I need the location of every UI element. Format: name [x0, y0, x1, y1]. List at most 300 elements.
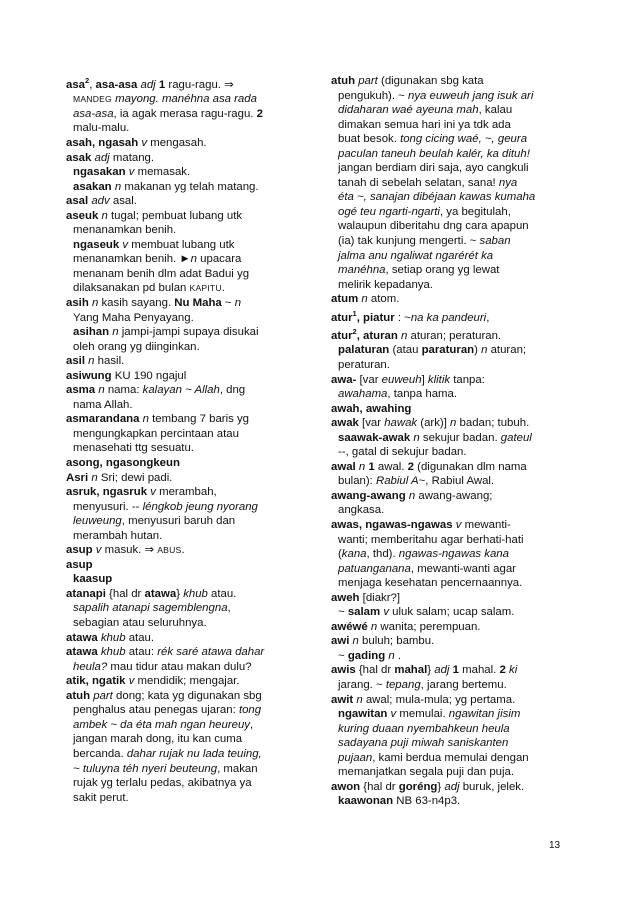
entry-line [66, 311, 298, 326]
entry-line [66, 500, 298, 515]
entry-headline [66, 296, 298, 311]
text: 2 [85, 76, 90, 85]
entry-headline [66, 74, 298, 92]
text: } [176, 587, 184, 600]
entry-line [331, 387, 563, 402]
headword: awa- [331, 373, 357, 386]
text: ~ [338, 649, 348, 662]
text: {hal dr [105, 587, 145, 600]
italic-text: n [142, 413, 149, 426]
headword: atuh [331, 75, 356, 87]
italic-text: tong cicing waé, ~, geura [400, 133, 528, 146]
headword: atum [331, 293, 359, 306]
headword: awon [331, 780, 361, 793]
italic-text: v [122, 238, 129, 251]
text: upacara [197, 253, 242, 266]
text: mahal. [458, 664, 500, 677]
headword: gading [347, 649, 386, 662]
text: aturan; [487, 344, 527, 357]
headword: awah, awahing [331, 402, 412, 415]
dictionary-entry [331, 373, 563, 402]
entry-line [66, 660, 298, 675]
text: hasil. [94, 355, 125, 368]
text: (ark)] [417, 417, 451, 430]
text: KU 190 ngajul [111, 369, 187, 382]
text: Yang Maha Penyayang. [73, 311, 194, 324]
entry-line [66, 718, 298, 733]
headword: ngasakan [73, 166, 126, 179]
text: atau. [207, 587, 237, 600]
headword: ngaseuk [73, 238, 120, 251]
italic-text: gateul [500, 431, 532, 444]
italic-text: khub [183, 587, 208, 600]
italic-text: ~ tuluyna téh nyeri beuteung [73, 762, 218, 775]
text: angkasa. [338, 504, 385, 517]
text: NB 63-n4p3. [393, 795, 461, 808]
dictionary-entry [66, 587, 298, 631]
italic-text: adj [444, 780, 460, 793]
italic-text: n [388, 649, 395, 662]
dictionary-entry [66, 354, 298, 369]
entry-line [331, 431, 563, 446]
text: , [89, 78, 96, 91]
headword: awal [331, 460, 356, 473]
text: melirik kepadanya. [338, 278, 433, 291]
headword: atur [331, 311, 353, 324]
italic-text: rék saré atawa dahar [157, 646, 265, 659]
italic-text: n [101, 209, 108, 222]
dictionary-entry [331, 489, 563, 518]
text: dimakan semua hari ini ya tdk ada [338, 118, 511, 131]
text: {hal dr [355, 664, 395, 677]
entry-line [331, 118, 563, 133]
text: ] [421, 373, 428, 386]
dictionary-entry [66, 631, 298, 646]
entry-line [331, 474, 563, 489]
italic-text: didaharan waé ayeuna mah [338, 104, 479, 117]
italic-text: n [361, 293, 368, 306]
dictionary-entry [66, 689, 298, 805]
text: awang-awang; [415, 489, 493, 502]
left-column [66, 74, 298, 805]
headword: atawa [66, 631, 98, 644]
entry-line [66, 616, 298, 631]
entry-line [331, 751, 563, 766]
headword: awéwé [331, 620, 368, 633]
text: , thd). [366, 548, 399, 561]
italic-text: heula? [73, 660, 108, 673]
italic-text: v [383, 606, 390, 619]
headword: atawa [144, 587, 177, 600]
headword: , piatur [356, 311, 395, 324]
entry-line [331, 343, 563, 358]
headword: aseuk [66, 209, 99, 222]
text: ragu-ragu. ⇒ [165, 78, 234, 91]
dictionary-entry [66, 74, 298, 136]
text: sebagian atau seluruhnya. [73, 617, 207, 630]
italic-text: sapalih atanapi sagemblengna [73, 602, 228, 615]
entry-headline [66, 558, 298, 573]
italic-text: v [150, 486, 156, 499]
text: memanjatkan segala puji dan puja. [338, 766, 515, 779]
text: , mewanti-wanti agar [410, 562, 516, 575]
text: MANDEG [73, 94, 112, 105]
italic-text: khub [100, 646, 126, 659]
headword: Asri [66, 471, 89, 484]
italic-text: v [141, 136, 148, 149]
entry-headline [331, 663, 563, 678]
entry-headline [66, 383, 298, 398]
text: asal. [109, 195, 137, 208]
entry-headline [66, 587, 298, 602]
text: menanam benih dlm adat Badui yg [73, 267, 250, 280]
headword: Nu Maha [174, 297, 222, 309]
entry-line [66, 252, 298, 267]
entry-headline [66, 689, 298, 704]
headword: awit [331, 693, 354, 706]
headword: atanapi [66, 587, 106, 600]
text: kasih sayang. [98, 297, 175, 309]
italic-text: n [114, 180, 122, 193]
entry-line [66, 398, 298, 413]
entry-line [331, 219, 563, 234]
entry-line [66, 732, 298, 747]
italic-text: n [88, 355, 95, 368]
entry-headline [331, 780, 563, 795]
text: [var [356, 373, 382, 386]
entry-line [331, 147, 563, 162]
entry-headline [66, 631, 298, 646]
italic-text: kalayan ~ Allah [142, 384, 220, 397]
italic-text: part [93, 689, 113, 702]
italic-text: sadayana puji miwah saniskanten [338, 737, 509, 750]
entry-line [331, 358, 563, 373]
entry-line [66, 238, 298, 253]
entry-line [66, 776, 298, 791]
italic-text: n [352, 635, 359, 648]
italic-text: n [190, 253, 197, 266]
text: aturan; peraturan. [407, 329, 502, 342]
entry-headline [66, 456, 298, 471]
text: , [227, 602, 231, 615]
text: , menyusuri baruh dan [121, 515, 236, 528]
headword: awas, ngawas-ngawas [331, 519, 453, 531]
text: mau tidur atau makan dulu? [107, 660, 252, 673]
dictionary-entry [331, 780, 563, 809]
italic-text: saban [479, 235, 511, 248]
text: sakit perut. [73, 791, 129, 804]
italic-text: kuring duaan nyembahkeun heula [338, 722, 510, 735]
dictionary-entry [66, 209, 298, 296]
text: menanamkan benih. ► [73, 253, 191, 266]
headword: asmarandana [66, 413, 140, 426]
headword: awi [331, 635, 350, 648]
text: jarang. ~ [338, 679, 386, 692]
italic-text: n [401, 329, 408, 342]
italic-text: n [481, 344, 488, 357]
entry-headline [331, 325, 563, 343]
text: mengasah. [147, 136, 207, 149]
italic-text: n [98, 384, 105, 397]
text: dong; kata yg digunakan sbg [112, 689, 262, 702]
italic-text: v [128, 166, 135, 179]
entry-line [66, 121, 298, 136]
entry-line [331, 605, 563, 620]
headword: asup [66, 544, 93, 557]
headword: ngawitan [338, 708, 388, 721]
headword: atawa [66, 646, 98, 659]
italic-text: pujaan [338, 751, 373, 764]
italic-text: klitik [427, 373, 451, 386]
headword: , aturan [356, 329, 398, 342]
italic-text: kana [341, 548, 367, 561]
italic-text: adv [91, 195, 110, 208]
text: Sri; dewi padi. [97, 471, 173, 484]
italic-text: part [358, 75, 378, 87]
right-column [331, 74, 563, 809]
dictionary-entry [331, 634, 563, 663]
entry-line [331, 278, 563, 293]
text: atom. [367, 293, 400, 306]
text: ~, Rabiul Awal. [418, 475, 495, 488]
headword: kaasup [73, 573, 113, 586]
entry-headline [66, 674, 298, 689]
dictionary-entry [331, 460, 563, 489]
entry-headline [66, 485, 298, 500]
entry-line [66, 441, 298, 456]
text: , jarang bertemu. [420, 679, 507, 692]
headword: 1 [368, 460, 375, 473]
entry-line [331, 176, 563, 191]
text: ( [338, 548, 342, 561]
text: nama Allah. [73, 398, 133, 411]
italic-text: n [358, 460, 366, 473]
dictionary-entry [66, 412, 298, 456]
italic-text: adj [140, 78, 156, 91]
headword: asup [66, 558, 93, 571]
entry-line [331, 678, 563, 693]
dictionary-entry [331, 307, 563, 325]
text: oleh orang yg diinginkan. [73, 340, 200, 353]
text: (ia) tak kunjung mengerti. ~ [338, 235, 480, 248]
headword: asal [66, 195, 89, 208]
text: merambah hutan. [73, 529, 163, 542]
text: , kami berdua memulai dengan [372, 751, 529, 764]
text: ~ [338, 606, 348, 619]
entry-line [66, 747, 298, 762]
entry-line [66, 281, 298, 296]
italic-text: n [413, 431, 420, 444]
text: menjaga kesehatan pencernaannya. [338, 577, 523, 590]
entry-headline [331, 74, 563, 89]
italic-text: v [128, 675, 135, 688]
text: menyusuri. -- [73, 500, 143, 513]
italic-text: ngawitan jisim [448, 708, 521, 721]
italic-text: v [95, 544, 102, 557]
text: (digunakan dlm nama [414, 460, 527, 473]
dictionary-entry [331, 663, 563, 692]
italic-text: hawak [384, 417, 418, 430]
text: uluk salam; ucap salam. [389, 606, 515, 619]
entry-line [66, 165, 298, 180]
italic-text: dahar rujak nu lada teuing, [126, 747, 262, 760]
text: 2 [352, 327, 357, 337]
headword: paraturan [421, 344, 475, 357]
text: nama: [104, 384, 143, 397]
dictionary-entry [331, 74, 563, 292]
italic-text: n [356, 693, 363, 706]
text: jangan marah dong, itu kan cuma [73, 733, 243, 746]
entry-line [66, 601, 298, 616]
text: peraturan. [338, 358, 390, 371]
entry-headline [331, 416, 563, 431]
text: . [181, 544, 185, 557]
text: bercanda. [73, 747, 127, 760]
entry-line [66, 223, 298, 238]
entry-line [66, 514, 298, 529]
dictionary-entry [331, 402, 563, 417]
entry-line [66, 572, 298, 587]
italic-text: Rabiul A [376, 475, 419, 488]
entry-line [331, 649, 563, 664]
italic-text: adj [94, 151, 110, 164]
entry-line [66, 92, 298, 107]
italic-text: ngawas-ngawas kana [398, 548, 509, 561]
text: memasak. [134, 166, 191, 179]
entry-line [331, 132, 563, 147]
text: , [486, 311, 490, 324]
italic-text: asa-asa [73, 107, 114, 120]
italic-text: n [234, 297, 242, 309]
headword: atur [331, 329, 353, 342]
italic-text: éta ~, sanajan dibéjaan kawas kumaha [338, 191, 536, 204]
entry-headline [66, 645, 298, 660]
text: memulai. [396, 708, 449, 721]
italic-text: v [455, 519, 462, 531]
text: (atau [389, 344, 422, 357]
headword: asa-asa [95, 78, 138, 91]
entry-headline [331, 307, 563, 325]
headword: asa [66, 78, 86, 91]
dictionary-entry [66, 136, 298, 151]
text: : ~ [394, 311, 411, 324]
italic-text: n [370, 620, 378, 633]
italic-text: leuweung [73, 515, 122, 528]
page-number: 13 [549, 840, 561, 851]
italic-text: mayong. manéhna asa rada [115, 93, 257, 106]
italic-text: jalma anu ngaliwat ngarérét ka [338, 249, 494, 262]
headword: asong, ngasongkeun [66, 457, 180, 470]
entry-headline [66, 543, 298, 558]
entry-line [331, 89, 563, 104]
italic-text: ki [509, 664, 518, 677]
entry-line [331, 161, 563, 176]
text: } [437, 780, 445, 793]
entry-headline [66, 369, 298, 384]
text: . [221, 282, 225, 295]
headword: asil [66, 355, 85, 368]
entry-line [331, 190, 563, 205]
dictionary-entry [66, 151, 298, 195]
text: masuk. ⇒ [101, 544, 158, 557]
headword: goréng [398, 780, 438, 793]
text: [diakr?] [359, 591, 401, 604]
text: } [427, 664, 435, 677]
text: merambah, [155, 486, 217, 499]
headword: asruk, ngasruk [66, 486, 148, 499]
text: , kalau [478, 104, 513, 117]
entry-headline [331, 693, 563, 708]
text: , ia agak merasa ragu-ragu. [113, 107, 257, 120]
text: , setiap orang yg lewat [385, 264, 500, 277]
entry-headline [66, 354, 298, 369]
entry-line [331, 445, 563, 460]
entry-line [66, 107, 298, 122]
text: wanita; perempuan. [377, 620, 481, 633]
text: awal; mula-mula; yg pertama. [362, 693, 516, 706]
italic-text: n [408, 489, 416, 502]
text: matang. [109, 151, 155, 164]
text: ~ [221, 297, 235, 309]
dictionary-entry [331, 620, 563, 635]
dictionary-entry [66, 369, 298, 384]
italic-text: na ka pandeuri [410, 311, 487, 324]
dictionary-entry [66, 456, 298, 471]
headword: asah, ngasah [66, 136, 139, 149]
text: atau: [125, 646, 158, 659]
text: mendidik; mengajar. [134, 675, 240, 688]
text: menanamkan benih. [73, 224, 177, 237]
text: tugal; pembuat lubang utk [107, 209, 243, 222]
dictionary-entry [331, 416, 563, 460]
text: membuat lubang utk [128, 238, 235, 251]
headword: salam [347, 606, 381, 619]
headword: 2 [256, 107, 263, 120]
dictionary-entry [66, 485, 298, 543]
headword: awis [331, 664, 356, 677]
italic-text: ambek ~ da éta mah ngan heureuy [73, 718, 250, 731]
headword: 1 [452, 664, 459, 677]
text: , [250, 718, 254, 731]
headword: asakan [73, 180, 112, 193]
entry-headline [331, 489, 563, 504]
entry-line [331, 722, 563, 737]
text: penghalus atau penegas ujaran: [73, 704, 239, 717]
headword: atik, ngatik [66, 675, 126, 688]
entry-headline [331, 402, 563, 417]
italic-text: manéhna [338, 264, 386, 277]
text: mewanti- [461, 519, 511, 531]
dictionary-entry [66, 674, 298, 689]
dictionary-entry [331, 325, 563, 372]
entry-headline [66, 194, 298, 209]
text: menasehati ttg sesuatu. [73, 442, 194, 455]
text: 1 [352, 308, 357, 318]
text: buruk, jelek. [459, 780, 525, 793]
headword: kaawonan [338, 795, 394, 808]
entry-line [66, 529, 298, 544]
entry-headline [331, 292, 563, 307]
text: atau. [125, 631, 155, 644]
text: tanah di sebelah selatan, sana! [338, 176, 499, 189]
headword: asihan [73, 326, 110, 339]
entry-headline [331, 460, 563, 475]
entry-line [331, 205, 563, 220]
text: (digunakan sbg kata [377, 75, 484, 87]
italic-text: adj [434, 664, 450, 677]
text: jangan berdiam diri saja, ayo cangkuli [338, 162, 529, 175]
text: tembang 7 baris yg [148, 413, 250, 426]
